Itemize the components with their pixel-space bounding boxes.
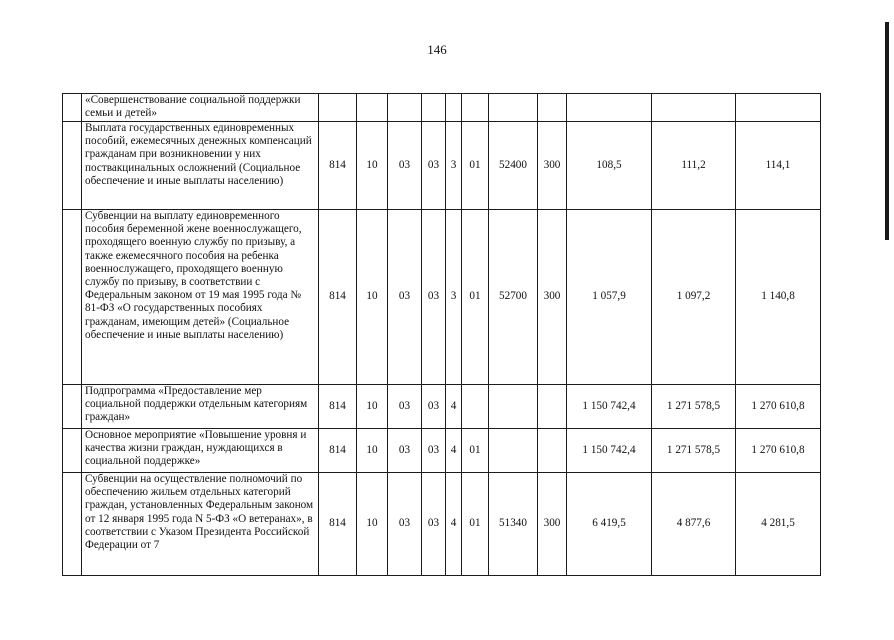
ministry-code: 814 bbox=[319, 429, 357, 473]
program-code: 03 bbox=[422, 473, 446, 576]
expense-type-code: 300 bbox=[538, 473, 567, 576]
blank-cell bbox=[63, 210, 82, 385]
amount-year-1: 1 150 742,4 bbox=[567, 385, 652, 429]
subprogram-code: 3 bbox=[446, 210, 462, 385]
direction-code: 52700 bbox=[489, 210, 538, 385]
section-code: 10 bbox=[357, 429, 388, 473]
program-code bbox=[422, 94, 446, 122]
expense-type-code: 300 bbox=[538, 210, 567, 385]
item-name: Субвенции на осуществление полномочий по обеспечению жильем отдельных категорий граждан, установленных Федеральным законом от 12 января 1995 года N 5-ФЗ «О ветеранах», в соответствии с Указом Президента Российской Федерации от 7 bbox=[82, 473, 319, 576]
amount-year-1 bbox=[567, 94, 652, 122]
scan-edge-mark bbox=[885, 22, 889, 240]
amount-year-2 bbox=[652, 94, 736, 122]
ministry-code: 814 bbox=[319, 122, 357, 210]
activity-code: 01 bbox=[462, 473, 489, 576]
amount-year-3: 1 270 610,8 bbox=[736, 429, 821, 473]
program-code: 03 bbox=[422, 122, 446, 210]
subprogram-code: 4 bbox=[446, 473, 462, 576]
item-name: Подпрограмма «Предоставление мер социальной поддержки отдельным категориям граждан» bbox=[82, 385, 319, 429]
direction-code bbox=[489, 429, 538, 473]
table-row bbox=[63, 210, 821, 385]
blank-cell bbox=[63, 122, 82, 210]
section-code bbox=[357, 94, 388, 122]
ministry-code bbox=[319, 94, 357, 122]
blank-cell bbox=[63, 473, 82, 576]
amount-year-1: 108,5 bbox=[567, 122, 652, 210]
subsection-code: 03 bbox=[388, 122, 422, 210]
program-code: 03 bbox=[422, 210, 446, 385]
section-code: 10 bbox=[357, 122, 388, 210]
item-name: Выплата государственных единовременных пособий, ежемесячных денежных компенсаций гражданам при возникновении у них поствакцинальных осложнений (Социальное обеспечение и иные выплаты населению) bbox=[82, 122, 319, 210]
subsection-code: 03 bbox=[388, 210, 422, 385]
amount-year-3: 4 281,5 bbox=[736, 473, 821, 576]
subsection-code: 03 bbox=[388, 429, 422, 473]
expense-type-code bbox=[538, 94, 567, 122]
section-code: 10 bbox=[357, 385, 388, 429]
section-code: 10 bbox=[357, 210, 388, 385]
amount-year-2: 1 097,2 bbox=[652, 210, 736, 385]
table-row bbox=[63, 473, 821, 576]
subprogram-code: 3 bbox=[446, 122, 462, 210]
activity-code: 01 bbox=[462, 122, 489, 210]
activity-code: 01 bbox=[462, 429, 489, 473]
blank-cell bbox=[63, 94, 82, 122]
section-code: 10 bbox=[357, 473, 388, 576]
table-row bbox=[63, 94, 821, 122]
amount-year-2: 4 877,6 bbox=[652, 473, 736, 576]
budget-table bbox=[62, 93, 821, 576]
item-name: Субвенции на выплату единовременного пособия беременной жене военнослужащего, проходящего военную службу по призыву, а также ежемесячного пособия на ребенка военнослужащего, проходящего военную службу по призыву, в соответствии с Федеральным законом от 19 мая 1995 года № 81-ФЗ «О государственных пособиях гражданам, имеющим детей» (Социальное обеспечение и иные выплаты населению) bbox=[82, 210, 319, 385]
subsection-code: 03 bbox=[388, 385, 422, 429]
direction-code: 51340 bbox=[489, 473, 538, 576]
subprogram-code bbox=[446, 94, 462, 122]
direction-code: 52400 bbox=[489, 122, 538, 210]
amount-year-2: 1 271 578,5 bbox=[652, 429, 736, 473]
table-row bbox=[63, 429, 821, 473]
activity-code bbox=[462, 94, 489, 122]
activity-code: 01 bbox=[462, 210, 489, 385]
ministry-code: 814 bbox=[319, 210, 357, 385]
program-code: 03 bbox=[422, 385, 446, 429]
amount-year-1: 6 419,5 bbox=[567, 473, 652, 576]
subsection-code bbox=[388, 94, 422, 122]
direction-code bbox=[489, 94, 538, 122]
blank-cell bbox=[63, 429, 82, 473]
amount-year-3: 1 270 610,8 bbox=[736, 385, 821, 429]
direction-code bbox=[489, 385, 538, 429]
table-row bbox=[63, 122, 821, 210]
amount-year-3 bbox=[736, 94, 821, 122]
expense-type-code bbox=[538, 429, 567, 473]
expense-type-code: 300 bbox=[538, 122, 567, 210]
amount-year-1: 1 057,9 bbox=[567, 210, 652, 385]
table-row bbox=[63, 385, 821, 429]
amount-year-2: 1 271 578,5 bbox=[652, 385, 736, 429]
amount-year-1: 1 150 742,4 bbox=[567, 429, 652, 473]
amount-year-2: 111,2 bbox=[652, 122, 736, 210]
blank-cell bbox=[63, 385, 82, 429]
subprogram-code: 4 bbox=[446, 429, 462, 473]
subsection-code: 03 bbox=[388, 473, 422, 576]
amount-year-3: 114,1 bbox=[736, 122, 821, 210]
ministry-code: 814 bbox=[319, 385, 357, 429]
subprogram-code: 4 bbox=[446, 385, 462, 429]
ministry-code: 814 bbox=[319, 473, 357, 576]
activity-code bbox=[462, 385, 489, 429]
item-name: «Совершенствование социальной поддержки семьи и детей» bbox=[82, 94, 319, 122]
expense-type-code bbox=[538, 385, 567, 429]
item-name: Основное мероприятие «Повышение уровня и качества жизни граждан, нуждающихся в социальной поддержке» bbox=[82, 429, 319, 473]
amount-year-3: 1 140,8 bbox=[736, 210, 821, 385]
page-number: 146 bbox=[427, 42, 447, 57]
program-code: 03 bbox=[422, 429, 446, 473]
